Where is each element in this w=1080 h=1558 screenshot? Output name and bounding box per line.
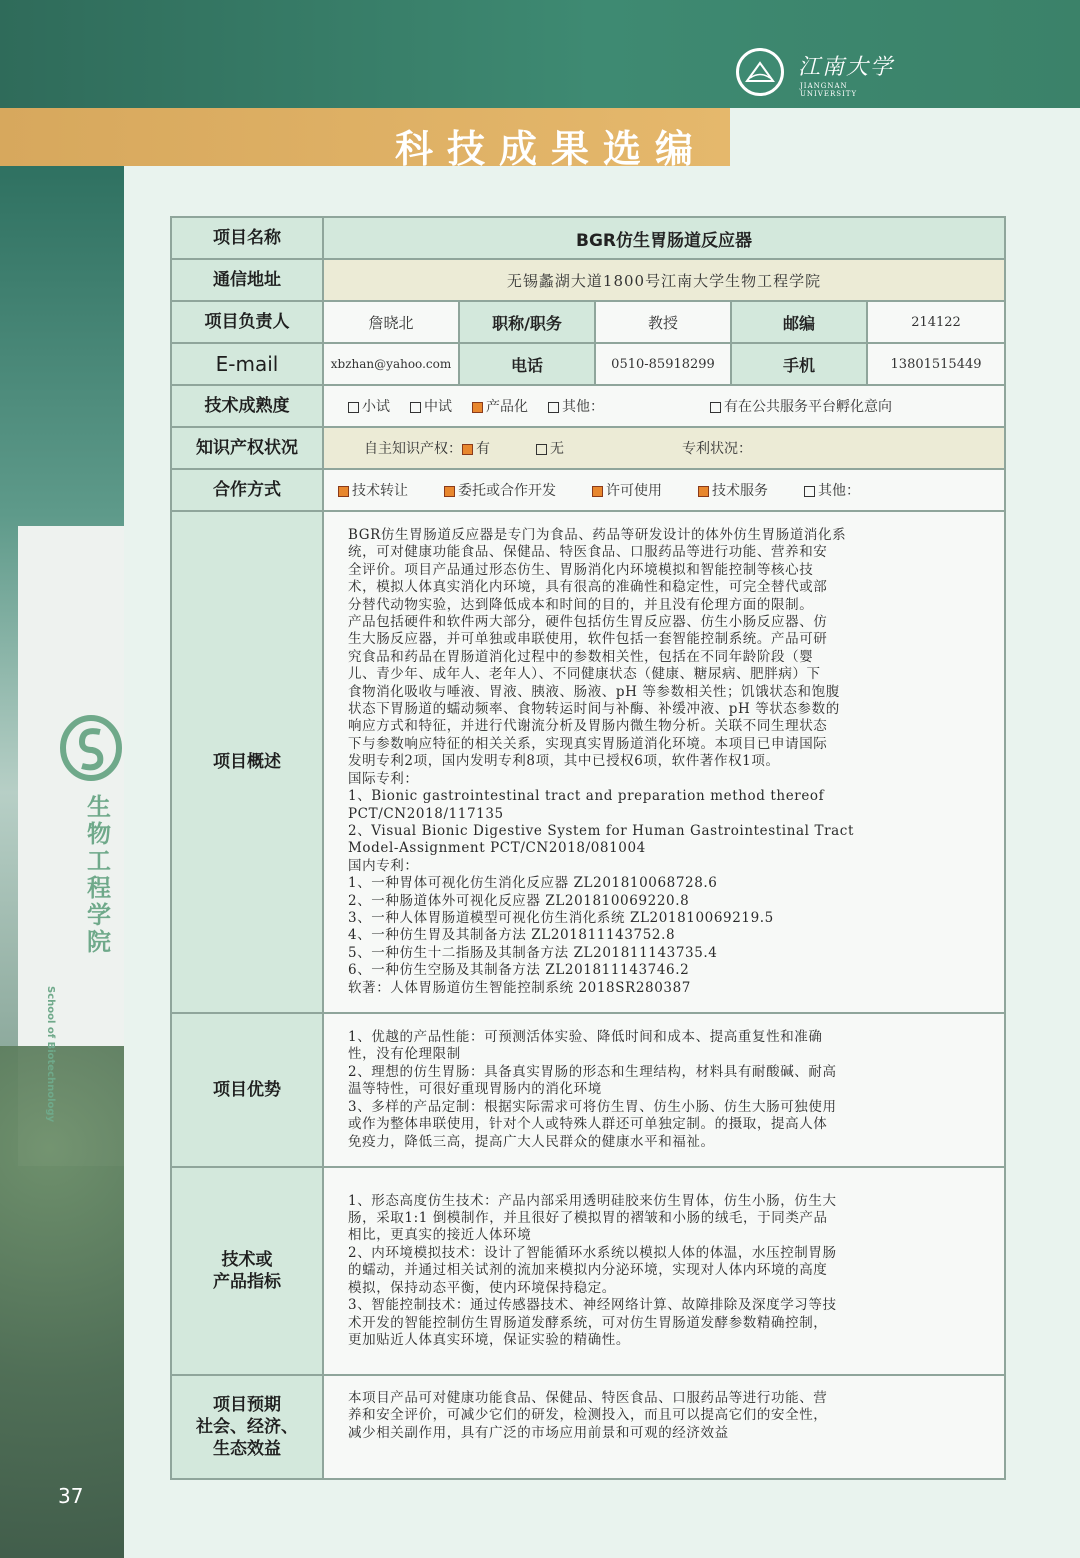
text-line: 术，模拟人体真实消化内环境，具有很高的准确性和稳定性，可完全替代或部 <box>348 579 828 596</box>
checkbox-box-icon <box>536 444 547 455</box>
value-address: 无锡蠡湖大道1800号江南大学生物工程学院 <box>323 259 1005 301</box>
text-line: 生大肠反应器，并可单独或串联使用，软件包括一套智能控制系统。产品可研 <box>348 631 828 648</box>
row-benefits <box>171 1375 1005 1479</box>
option-label: 技术转让 <box>352 483 408 499</box>
text-line: 1、形态高度仿生技术：产品内部采用透明硅胶来仿生胃体，仿生小肠，仿生大 <box>348 1192 837 1209</box>
label-line: 技术或 <box>221 1250 273 1270</box>
text-line: 更加贴近人体真实环境，保证实验的精确性。 <box>348 1331 630 1348</box>
text-line: 全评价。项目产品通过形态仿生、胃肠消化内环境模拟和智能控制等核心技 <box>348 561 814 578</box>
text-line: 1、优越的产品性能：可预测活体实验、降低时间和成本、提高重复性和准确 <box>348 1029 823 1046</box>
option-label: 其他： <box>562 399 604 415</box>
checkbox-license[interactable] <box>592 480 662 500</box>
text-line: 究食品和药品在胃肠道消化过程中的参数相关性，包括在不同年龄阶段（婴 <box>348 648 814 665</box>
overview-cell <box>323 511 1005 1013</box>
text-line: 免疫力，降低三高，提高广大人民群众的健康水平和福祉。 <box>348 1133 715 1150</box>
row-contact <box>171 343 1005 385</box>
text-line: 本项目产品可对健康功能食品、保健品、特医食品、口服药品等进行功能、营 <box>348 1390 828 1406</box>
benefits-text <box>324 1390 1004 1442</box>
school-emblem-icon <box>60 714 122 782</box>
text-line: 状态下胃肠道的蠕动频率、食物转运时间与补酶、补缓冲液、pH 等状态参数的 <box>348 701 840 718</box>
text-line: 或作为整体串联使用，针对个人或特殊人群还可单独定制。的摄取，提高人体 <box>348 1116 828 1133</box>
maturity-options <box>323 385 1005 427</box>
value-phone: 0510-85918299 <box>595 343 731 385</box>
text-line: 模拟，保持动态平衡，使内环境保持稳定。 <box>348 1279 616 1296</box>
advantages-text <box>324 1029 1004 1151</box>
value-project-name: BGR仿生胃肠道反应器 <box>323 217 1005 259</box>
text-line: 术开发的智能控制仿生胃肠道发酵系统，可对仿生胃肠道发酵参数精确控制， <box>348 1314 828 1331</box>
label-leader: 项目负责人 <box>171 301 323 343</box>
university-logo <box>736 48 896 102</box>
text-line: 3、多样的产品定制：根据实际需求可将仿生胃、仿生小肠、仿生大肠可独使用 <box>348 1098 837 1115</box>
option-label: 技术服务 <box>712 483 768 499</box>
label-benefits <box>171 1375 323 1479</box>
checkbox-checked-icon <box>444 486 455 497</box>
advantages-cell <box>323 1013 1005 1167</box>
row-leader <box>171 301 1005 343</box>
text-line: 2、一种肠道体外可视化反应器 ZL201810069220.8 <box>348 892 690 909</box>
row-advantages <box>171 1013 1005 1167</box>
text-line: 国际专利： <box>348 770 419 787</box>
row-address <box>171 259 1005 301</box>
value-postcode: 214122 <box>867 301 1005 343</box>
checkbox-checked-icon <box>472 402 483 413</box>
top-banner <box>0 0 1080 112</box>
school-name-en: School of Biotechnology <box>45 986 56 1123</box>
checkbox-tech-service[interactable] <box>698 480 768 500</box>
checkbox-checked-icon <box>462 444 473 455</box>
school-name-cn: 生物工程学院 <box>87 793 111 956</box>
row-maturity <box>171 385 1005 427</box>
text-line: 分替代动物实验，达到降低成本和时间的目的，并且没有伦理方面的限制。 <box>348 596 814 613</box>
text-line: BGR仿生胃肠道反应器是专门为食品、药品等研发设计的体外仿生胃肠道消化系 <box>348 527 847 544</box>
label-postcode: 邮编 <box>731 301 867 343</box>
text-line: PCT/CN2018/117135 <box>348 805 504 822</box>
text-line: 性，没有伦理限制 <box>348 1046 461 1063</box>
checkbox-joint-dev[interactable] <box>444 480 556 500</box>
label-overview: 项目概述 <box>171 511 323 1013</box>
side-photo-panel <box>0 166 124 1558</box>
row-indicators <box>171 1167 1005 1375</box>
text-line: 1、Bionic gastrointestinal tract and preparation method thereof <box>348 788 825 805</box>
checkbox-other[interactable] <box>548 396 604 416</box>
option-label: 中试 <box>424 399 452 415</box>
indicators-text <box>324 1193 1004 1350</box>
label-line: 生态效益 <box>213 1439 281 1459</box>
checkbox-checked-icon <box>698 486 709 497</box>
checkbox-box-icon <box>804 486 815 497</box>
header-light-area <box>730 108 1080 166</box>
checkbox-ip-yes[interactable] <box>462 438 490 458</box>
overview-text <box>324 527 1004 997</box>
benefits-cell <box>323 1375 1005 1479</box>
text-line: 产品包括硬件和软件两大部分，硬件包括仿生胃反应器、仿生小肠反应器、仿 <box>348 614 828 631</box>
university-name-cn: 江南大学 <box>798 55 895 80</box>
checkbox-small-trial[interactable] <box>348 396 390 416</box>
value-mobile: 13801515449 <box>867 343 1005 385</box>
value-title: 教授 <box>595 301 731 343</box>
text-line: 肠，采取1:1 倒模制作，并且很好了模拟胃的褶皱和小肠的绒毛，于同类产品 <box>348 1210 828 1227</box>
checkbox-checked-icon <box>592 486 603 497</box>
text-line: 食物消化吸收与唾液、胃液、胰液、肠液、pH 等参数相关性；饥饿状态和饱腹 <box>348 683 840 700</box>
indicators-cell <box>323 1167 1005 1375</box>
text-line: Model-Assignment PCT/CN2018/081004 <box>348 840 646 857</box>
option-label: 无 <box>550 441 564 457</box>
text-line: 统，可对健康功能食品、保健品、特医食品、口服药品等进行功能、营养和安 <box>348 544 828 561</box>
text-line: 5、一种仿生十二指肠及其制备方法 ZL201811143735.4 <box>348 944 718 961</box>
checkbox-coop-other[interactable] <box>804 480 860 500</box>
checkbox-pilot-trial[interactable] <box>410 396 452 416</box>
checkbox-tech-transfer[interactable] <box>338 480 408 500</box>
label-indicators <box>171 1167 323 1375</box>
text-line: 下与参数响应特征的相关关系，实现真实胃肠道消化环境。本项目已申请国际 <box>348 735 828 752</box>
option-label: 有在公共服务平台孵化意向 <box>724 399 892 415</box>
label-email: E-mail <box>171 343 323 385</box>
checkbox-box-icon <box>410 402 421 413</box>
label-address: 通信地址 <box>171 259 323 301</box>
text-line: 软著：人体胃肠道仿生智能控制系统 2018SR280387 <box>348 979 691 996</box>
label-advantages: 项目优势 <box>171 1013 323 1167</box>
university-name-en: JIANGNAN UNIVERSITY <box>800 82 858 98</box>
label-maturity: 技术成熟度 <box>171 385 323 427</box>
text-line: 4、一种仿生胃及其制备方法 ZL201811143752.8 <box>348 927 676 944</box>
text-line: 6、一种仿生空肠及其制备方法 ZL201811143746.2 <box>348 962 690 979</box>
row-cooperation <box>171 469 1005 511</box>
text-line: 1、一种胃体可视化仿生消化反应器 ZL201810068728.6 <box>348 875 718 892</box>
row-ip <box>171 427 1005 469</box>
option-label: 其他： <box>818 483 860 499</box>
tree-image <box>0 1046 124 1558</box>
row-overview <box>171 511 1005 1013</box>
text-line: 的蠕动，并通过相关试剂的流加来模拟内分泌环境，实现对人体内环境的高度 <box>348 1262 828 1279</box>
text-line: 儿、青少年、成年人、老年人）、不同健康状态（健康、糖尿病、肥胖病）下 <box>348 666 821 683</box>
value-leader-name: 詹晓北 <box>323 301 459 343</box>
cooperation-options <box>323 469 1005 511</box>
label-line: 产品指标 <box>213 1272 281 1292</box>
text-line: 2、Visual Bionic Digestive System for Human Gastrointestinal Tract <box>348 822 854 839</box>
text-line: 响应方式和特征，并进行代谢流分析及胃肠内微生物分析。关联不同生理状态 <box>348 718 828 735</box>
university-seal-icon <box>736 48 784 96</box>
value-email: xbzhan@yahoo.com <box>323 343 459 385</box>
checkbox-box-icon <box>710 402 721 413</box>
checkbox-box-icon <box>348 402 359 413</box>
checkbox-checked-icon <box>338 486 349 497</box>
text-line: 3、一种人体胃肠道模型可视化仿生消化系统 ZL201810069219.5 <box>348 909 774 926</box>
label-line: 项目预期 <box>213 1395 281 1415</box>
row-project-name <box>171 217 1005 259</box>
checkbox-incubation[interactable] <box>710 396 892 416</box>
label-ip: 知识产权状况 <box>171 427 323 469</box>
label-cooperation: 合作方式 <box>171 469 323 511</box>
label-mobile: 手机 <box>731 343 867 385</box>
ip-options <box>323 427 1005 469</box>
option-label: 许可使用 <box>606 483 662 499</box>
checkbox-ip-no[interactable] <box>536 438 564 458</box>
text-line: 2、内环境模拟技术：设计了智能循环水系统以模拟人体的体温，水压控制胃肠 <box>348 1244 837 1261</box>
checkbox-box-icon <box>548 402 559 413</box>
own-ip-label: 自主知识产权： <box>364 441 462 457</box>
label-title: 职称/职务 <box>459 301 595 343</box>
label-phone: 电话 <box>459 343 595 385</box>
text-line: 国内专利： <box>348 857 419 874</box>
text-line: 3、智能控制技术：通过传感器技术、神经网络计算、故障排除及深度学习等技 <box>348 1297 837 1314</box>
page-number: 37 <box>58 1484 84 1508</box>
text-line: 相比，更真实的接近人体环境 <box>348 1227 532 1244</box>
option-label: 小试 <box>362 399 390 415</box>
text-line: 发明专利2项，国内发明专利8项，其中已授权6项，软件著作权1项。 <box>348 753 780 770</box>
text-line: 养和安全评价，可减少它们的研发，检测投入，而且可以提高它们的安全性， <box>348 1407 828 1424</box>
label-project-name: 项目名称 <box>171 217 323 259</box>
option-label: 有 <box>476 441 490 457</box>
title-banner <box>0 108 730 171</box>
text-line: 温等特性，可很好重现胃肠内的消化环境 <box>348 1081 602 1098</box>
checkbox-productized[interactable] <box>472 396 528 416</box>
text-line: 减少相关副作用，具有广泛的市场应用前景和可观的经济效益 <box>348 1424 729 1441</box>
label-line: 社会、经济、 <box>196 1417 298 1437</box>
project-info-table <box>170 216 1006 1480</box>
option-label: 委托或合作开发 <box>458 483 556 499</box>
banner-title: 科技成果选编 <box>395 127 708 171</box>
patent-status-label: 专利状况： <box>682 441 752 457</box>
text-line: 2、理想的仿生胃肠：具备真实胃肠的形态和生理结构，材料具有耐酸碱、耐高 <box>348 1063 837 1080</box>
option-label: 产品化 <box>486 399 528 415</box>
